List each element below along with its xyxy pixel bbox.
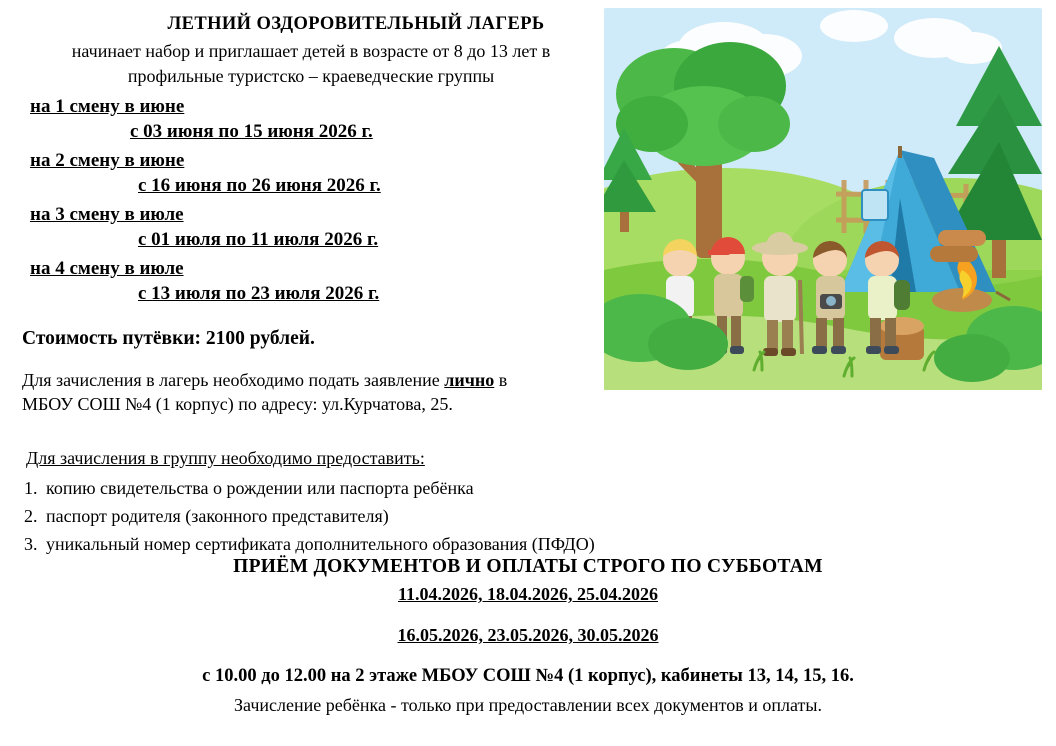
list-item [24,531,600,559]
shift-title: на 4 смену в июле [30,257,184,279]
poster-text-column [0,0,600,559]
shift-dates: с 16 июня по 26 июня 2026 г. [138,174,381,196]
price-line: Стоимость путёвки: 2100 рублей. [22,327,315,349]
list-item-number: 1. [24,478,38,499]
shift-dates: с 01 июля по 11 июля 2026 г. [138,228,379,250]
shift-block-1 [22,96,600,143]
page-title: ЛЕТНИЙ ОЗДОРОВИТЕЛЬНЫЙ ЛАГЕРЬ [167,14,545,34]
shift-title: на 2 смену в июне [30,149,185,171]
shift-block-4 [22,258,600,305]
list-item-number: 2. [24,506,38,527]
shift-dates: с 13 июля по 23 июля 2026 г. [138,282,380,304]
enrollment-address: МБОУ СОШ №4 (1 корпус) по адресу: ул.Курчатова, 25. [22,393,453,414]
shift-title: на 3 смену в июле [30,203,184,225]
shift-block-2 [22,150,600,197]
shift-dates: с 03 июня по 15 июня 2026 г. [130,120,373,142]
list-item [24,503,600,531]
footer-time-place: с 10.00 до 12.00 на 2 этаже МБОУ СОШ №4 (1 корпус), кабинеты 13, 14, 15, 16. [202,666,854,686]
footer-block [0,556,1056,716]
enrollment-paragraph [22,368,592,417]
footer-title: ПРИЁМ ДОКУМЕНТОВ И ОПЛАТЫ СТРОГО ПО СУББОТАМ [233,556,823,577]
enrollment-text-part1: Для зачисления в лагерь необходимо подать заявление [22,369,445,390]
camp-illustration [604,8,1042,390]
list-item-label: паспорт родителя (законного представителя) [46,506,389,527]
camp-illustration-svg [604,8,1042,390]
documents-title: Для зачисления в группу необходимо предоставить: [26,448,425,469]
enrollment-text-part2: в [494,369,508,390]
intro-line-1: начинает набор и приглашает детей в возрасте от 8 до 13 лет в [71,41,551,61]
list-item-label: уникальный номер сертификата дополнительного образования (ПФДО) [46,533,595,554]
documents-list [22,475,600,559]
shift-block-3 [22,204,600,251]
intro-line-2: профильные туристско – краеведческие группы [127,66,495,87]
footer-dates-april: 11.04.2026, 18.04.2026, 25.04.2026 [397,584,658,604]
shift-title: на 1 смену в июне [30,95,185,117]
list-item-number: 3. [24,533,38,554]
footer-note: Зачисление ребёнка - только при предоставлении всех документов и оплаты. [234,695,822,715]
list-item-label: копию свидетельства о рождении или паспорта ребёнка [46,478,474,499]
list-item [24,475,600,503]
footer-dates-may: 16.05.2026, 23.05.2026, 30.05.2026 [397,625,659,645]
enrollment-emphasis: лично [444,369,495,390]
